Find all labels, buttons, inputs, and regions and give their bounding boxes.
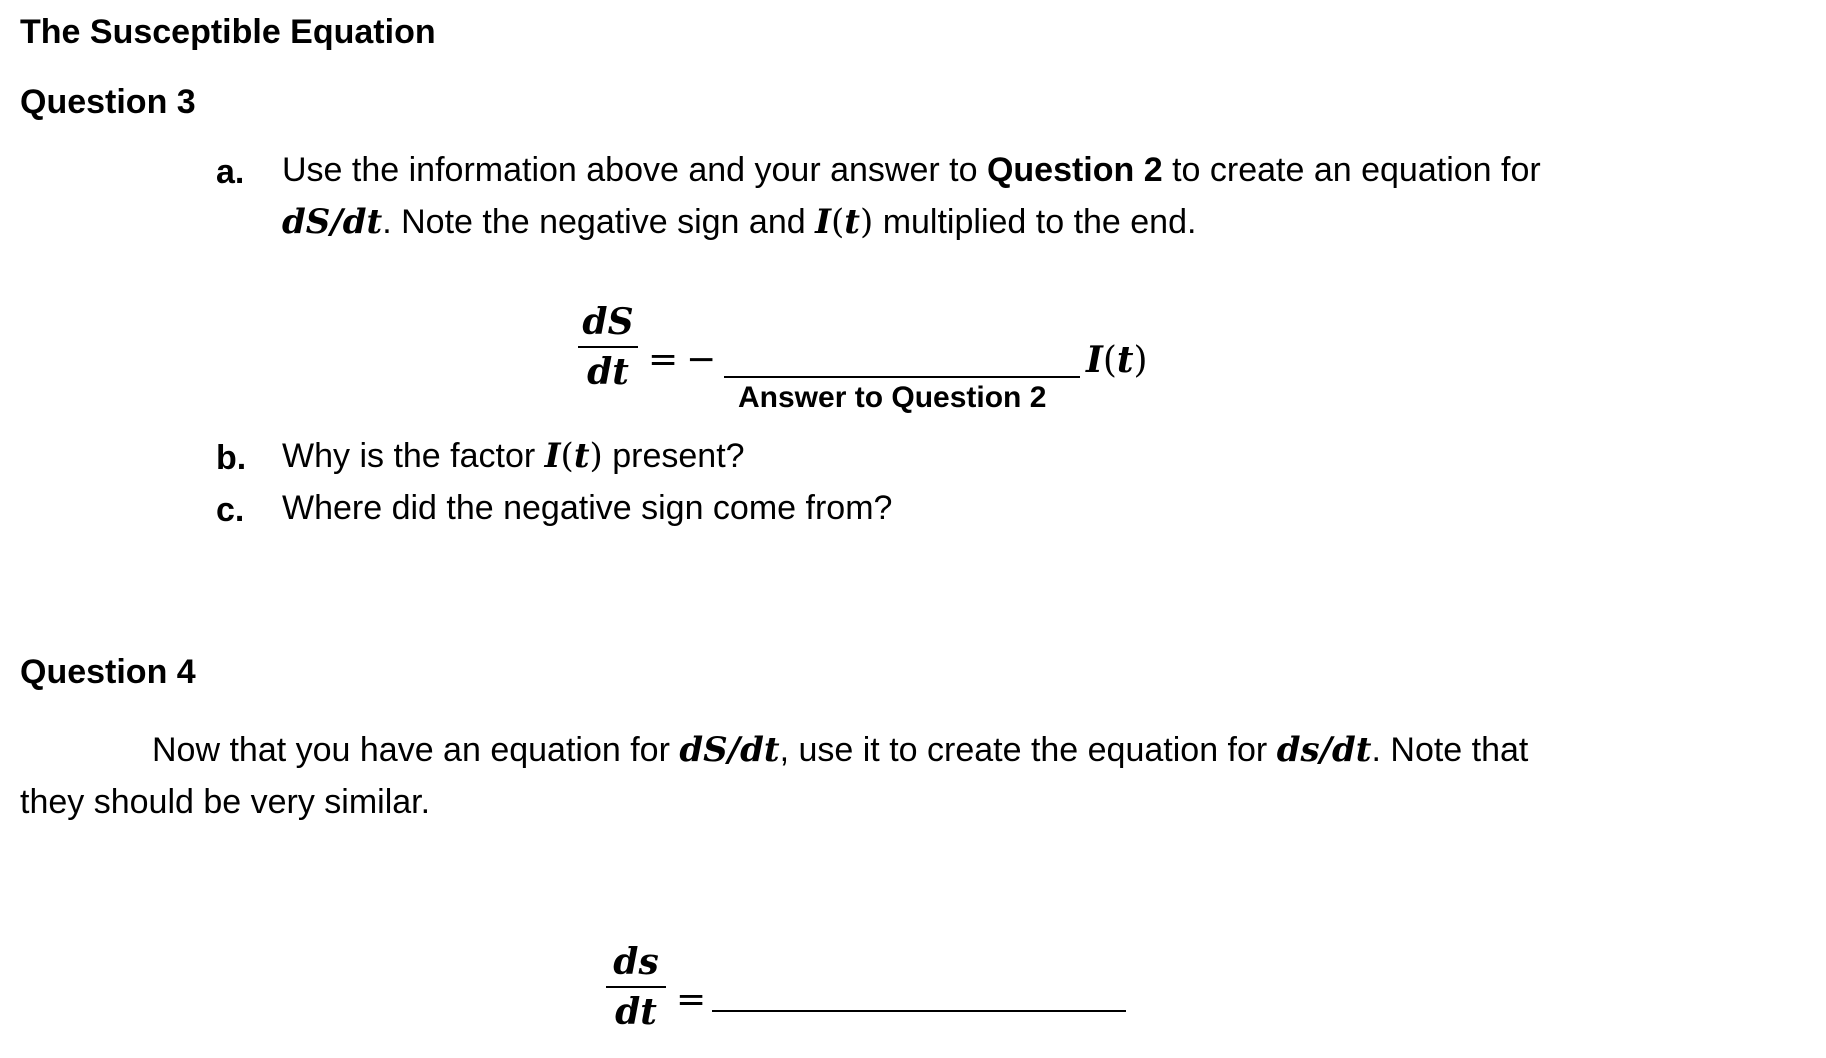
q3-trailing-paren-close: )	[1133, 340, 1148, 381]
q3-trailing-t: t	[1116, 339, 1134, 381]
q3-trailing-factor	[1086, 340, 1148, 381]
q4-text-mid: , use it to create the equation for	[779, 731, 1277, 769]
item-b-math-i: I	[544, 436, 561, 476]
q3-trailing-i: I	[1086, 339, 1103, 381]
item-c-text: Where did the negative sign come from?	[282, 489, 893, 527]
q4-fraction-denominator: dt	[615, 991, 657, 1033]
q4-math-dsdt-upper: dS/dt	[679, 730, 780, 770]
q3-equals-sign: =	[648, 339, 679, 380]
item-a-math-t: t	[844, 202, 860, 242]
document-title: The Susceptible Equation	[20, 13, 436, 51]
q3-fraction-denominator: dt	[587, 351, 629, 393]
q3-trailing-paren-open: (	[1102, 340, 1117, 381]
q3-fraction-numerator: dS	[582, 301, 634, 343]
q4-fraction-bar	[606, 986, 666, 988]
item-b-math-t: t	[573, 436, 590, 476]
q4-equation-fraction	[606, 942, 666, 1032]
q3-fraction-bar	[578, 346, 638, 348]
q4-math-dsdt-lower: ds/dt	[1276, 730, 1372, 770]
question-3-heading: Question 3	[20, 83, 196, 121]
q3-minus-sign: −	[686, 339, 717, 380]
item-b-math-paren-close: )	[589, 436, 603, 476]
q3-answer-blank	[724, 376, 1080, 378]
item-b-math-paren-open: (	[560, 436, 574, 476]
item-a-text-2b: multiplied to the end.	[873, 203, 1197, 241]
item-a-math-i: I	[815, 202, 831, 242]
item-a-label: a.	[216, 153, 245, 191]
item-b-text	[282, 436, 745, 476]
q4-paragraph-line-1	[152, 730, 1528, 770]
question-4-heading: Question 4	[20, 653, 196, 691]
item-a-text-post: to create an equation for	[1162, 151, 1541, 189]
item-a-line-1	[282, 150, 1541, 190]
q3-blank-caption: Answer to Question 2	[738, 381, 1047, 414]
item-c-label: c.	[216, 491, 245, 529]
q4-answer-blank	[712, 1010, 1126, 1012]
item-a-line-2	[282, 202, 1196, 242]
q4-text-pre: Now that you have an equation for	[152, 731, 680, 769]
item-a-text-pre: Use the information above and your answer to	[282, 151, 987, 189]
q4-equals-sign: =	[676, 979, 707, 1020]
q4-text-post: . Note that	[1371, 731, 1529, 769]
item-a-text-2a: . Note the negative sign and	[382, 203, 816, 241]
item-b-text-pre: Why is the factor	[282, 437, 545, 475]
item-a-math-paren-open: (	[831, 202, 845, 242]
item-b-label: b.	[216, 439, 247, 477]
q4-fraction-numerator: ds	[613, 941, 659, 983]
item-b-text-post: present?	[602, 437, 745, 475]
q3-equation-fraction	[578, 302, 638, 392]
item-a-math-paren-close: )	[859, 202, 874, 242]
q4-paragraph-line-2: they should be very similar.	[20, 783, 431, 821]
item-a-text-bold: Question 2	[986, 151, 1163, 189]
item-a-math-dsdt: dS/dt	[282, 202, 383, 242]
